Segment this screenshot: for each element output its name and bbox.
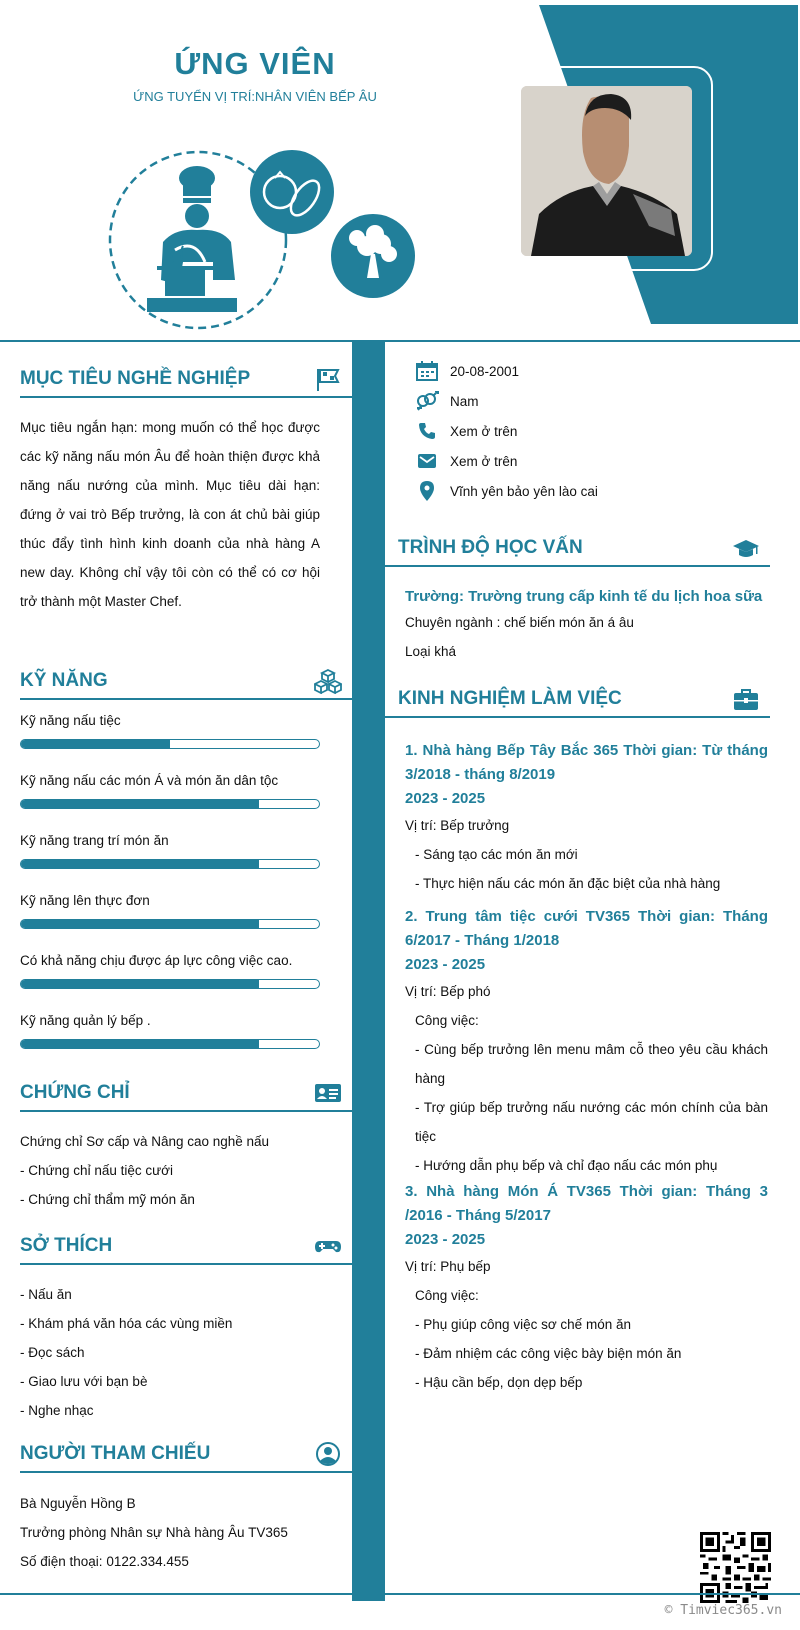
hobby-item: - Đọc sách bbox=[20, 1345, 85, 1360]
job-role: Vị trí: Bếp phó bbox=[405, 984, 491, 999]
education-header bbox=[385, 531, 770, 567]
skill-item bbox=[20, 833, 320, 869]
references-header bbox=[20, 1437, 352, 1473]
job-line: - Phụ giúp công việc sơ chế món ăn bbox=[415, 1317, 631, 1332]
cubes-icon bbox=[314, 668, 342, 694]
skill-bar bbox=[20, 799, 320, 809]
experience-body bbox=[405, 739, 768, 1397]
skill-label: Kỹ năng nấu tiệc bbox=[20, 713, 121, 728]
skill-fill bbox=[21, 800, 259, 808]
certificate-item: - Chứng chỉ thẩm mỹ món ăn bbox=[20, 1192, 195, 1207]
job-line: Công việc: bbox=[415, 1288, 479, 1303]
skill-label: Kỹ năng quản lý bếp . bbox=[20, 1013, 151, 1028]
job-line: - Sáng tạo các món ăn mới bbox=[415, 847, 578, 862]
address-row bbox=[414, 480, 598, 502]
center-bar bbox=[352, 341, 385, 1601]
skills-title: KỸ NĂNG bbox=[20, 670, 108, 691]
header-divider bbox=[0, 340, 800, 342]
hobby-item: - Nấu ăn bbox=[20, 1287, 72, 1302]
skill-label: Kỹ năng lên thực đơn bbox=[20, 893, 150, 908]
gender-value: Nam bbox=[450, 393, 479, 409]
skill-bar bbox=[20, 1039, 320, 1049]
skill-fill bbox=[21, 920, 259, 928]
skill-label: Kỹ năng trang trí món ăn bbox=[20, 833, 169, 848]
copyright: © Timviec365.vn bbox=[664, 1603, 782, 1618]
job-title: 2. Trung tâm tiệc cưới TV365 Thời gian: Tháng 6/2017 - Tháng 1/2018 bbox=[405, 908, 768, 949]
candidate-position: ỨNG TUYỂN VỊ TRÍ:NHÂN VIÊN BẾP ÂU bbox=[133, 89, 377, 104]
references-list bbox=[20, 1489, 320, 1576]
skill-item bbox=[20, 713, 320, 749]
gender-icon bbox=[414, 390, 440, 412]
objective-text: Mục tiêu ngắn hạn: mong muốn có thể học được các kỹ năng nấu món Âu để hoàn thiện được khả năng nấu nướng của mình. Mục tiêu dài hạn: đứng ở vai trò Bếp trưởng, là con át chủ bài giúp thúc đẩy tình hình kinh doanh của nhà hàng A new day. Không chỉ vậy tôi còn có thể có cơ hội trở thành một Master Chef. bbox=[20, 420, 320, 609]
skill-item bbox=[20, 953, 320, 989]
hobbies-title: SỞ THÍCH bbox=[20, 1235, 113, 1256]
skill-label: Có khả năng chịu được áp lực công việc cao. bbox=[20, 953, 293, 968]
job-line: - Hậu cần bếp, dọn dẹp bếp bbox=[415, 1375, 583, 1390]
gender-row bbox=[414, 390, 479, 412]
objective-header bbox=[20, 362, 352, 398]
hobby-item: - Nghe nhạc bbox=[20, 1403, 94, 1418]
id-card-icon bbox=[314, 1080, 342, 1106]
skill-fill bbox=[21, 980, 259, 988]
job-entry bbox=[405, 739, 768, 898]
education-school: Trường: Trường trung cấp kinh tế du lịch hoa sữa bbox=[405, 588, 763, 605]
candidate-name: ỨNG VIÊN bbox=[174, 46, 336, 81]
certificate-item: Chứng chỉ Sơ cấp và Nâng cao nghề nấu bbox=[20, 1134, 270, 1149]
dob-row bbox=[414, 360, 519, 382]
hobbies-list bbox=[20, 1280, 320, 1425]
skill-label: Kỹ năng nấu các món Á và món ăn dân tộc bbox=[20, 773, 279, 788]
education-major: Chuyên ngành : chế biến món ăn á âu bbox=[405, 615, 634, 630]
certificate-item: - Chứng chỉ nấu tiệc cưới bbox=[20, 1163, 173, 1178]
job-role: Vị trí: Phụ bếp bbox=[405, 1259, 491, 1274]
hobby-item: - Khám phá văn hóa các vùng miền bbox=[20, 1316, 233, 1331]
certificates-header bbox=[20, 1076, 352, 1112]
dob-value: 20-08-2001 bbox=[450, 363, 520, 379]
skill-bar bbox=[20, 979, 320, 989]
skill-item bbox=[20, 1013, 320, 1049]
reference-item: Trưởng phòng Nhân sự Nhà hàng Âu TV365 bbox=[20, 1525, 288, 1540]
address-value: Vĩnh yên bảo yên lào cai bbox=[450, 483, 598, 499]
job-entry bbox=[405, 905, 768, 1180]
job-period: 2023 - 2025 bbox=[405, 956, 486, 973]
job-line: - Hướng dẫn phụ bếp và chỉ đạo nấu các món phụ bbox=[415, 1158, 718, 1173]
briefcase-icon bbox=[732, 686, 760, 712]
skill-fill bbox=[21, 860, 259, 868]
job-line: Công việc: bbox=[415, 1013, 479, 1028]
skill-bar bbox=[20, 919, 320, 929]
job-title: 3. Nhà hàng Món Á TV365 Thời gian: Tháng 3 /2016 - Tháng 5/2017 bbox=[405, 1183, 768, 1224]
location-pin-icon bbox=[414, 480, 440, 502]
flag-icon bbox=[314, 366, 342, 392]
chef-illustration bbox=[105, 150, 435, 330]
skill-bar bbox=[20, 859, 320, 869]
calendar-icon bbox=[414, 360, 440, 382]
footer-divider bbox=[0, 1593, 800, 1595]
job-title: 1. Nhà hàng Bếp Tây Bắc 365 Thời gian: Từ tháng 3/2018 - tháng 8/2019 bbox=[405, 742, 768, 783]
phone-value: Xem ở trên bbox=[450, 423, 518, 439]
skill-item bbox=[20, 893, 320, 929]
reference-item: Bà Nguyễn Hồng B bbox=[20, 1496, 136, 1511]
graduation-cap-icon bbox=[732, 535, 760, 561]
job-period: 2023 - 2025 bbox=[405, 1231, 486, 1248]
experience-title: KINH NGHIỆM LÀM VIỆC bbox=[398, 688, 622, 709]
email-value: Xem ở trên bbox=[450, 453, 518, 469]
job-line: - Trợ giúp bếp trưởng nấu nướng các món chính của bàn tiệc bbox=[415, 1100, 768, 1144]
skills-header bbox=[20, 664, 352, 700]
certificates-title: CHỨNG CHỈ bbox=[20, 1082, 130, 1103]
hobbies-header bbox=[20, 1229, 352, 1265]
job-line: - Cùng bếp trưởng lên menu mâm cỗ theo yêu cầu khách hàng bbox=[415, 1042, 768, 1086]
job-line: - Đảm nhiệm các công việc bày biện món ăn bbox=[415, 1346, 682, 1361]
gamepad-icon bbox=[314, 1233, 342, 1259]
skill-item bbox=[20, 773, 320, 809]
job-line: - Thực hiện nấu các món ăn đặc biệt của nhà hàng bbox=[415, 876, 721, 891]
user-circle-icon bbox=[314, 1441, 342, 1467]
email-row bbox=[414, 450, 517, 472]
job-entry bbox=[405, 1180, 768, 1397]
candidate-photo bbox=[521, 86, 692, 256]
references-title: NGƯỜI THAM CHIẾU bbox=[20, 1443, 211, 1464]
job-role: Vị trí: Bếp trưởng bbox=[405, 818, 510, 833]
certificates-list bbox=[20, 1127, 320, 1214]
envelope-icon bbox=[414, 450, 440, 472]
objective-title: MỤC TIÊU NGHỀ NGHIỆP bbox=[20, 368, 251, 389]
skill-bar bbox=[20, 739, 320, 749]
job-period: 2023 - 2025 bbox=[405, 790, 486, 807]
education-title: TRÌNH ĐỘ HỌC VẤN bbox=[398, 537, 583, 558]
experience-header bbox=[385, 682, 770, 718]
reference-item: Số điện thoại: 0122.334.455 bbox=[20, 1554, 189, 1569]
phone-icon bbox=[414, 420, 440, 442]
education-body bbox=[405, 585, 768, 666]
skill-fill bbox=[21, 1040, 259, 1048]
hobby-item: - Giao lưu với bạn bè bbox=[20, 1374, 148, 1389]
skill-fill bbox=[21, 740, 170, 748]
phone-row bbox=[414, 420, 517, 442]
education-grade: Loại khá bbox=[405, 644, 457, 659]
